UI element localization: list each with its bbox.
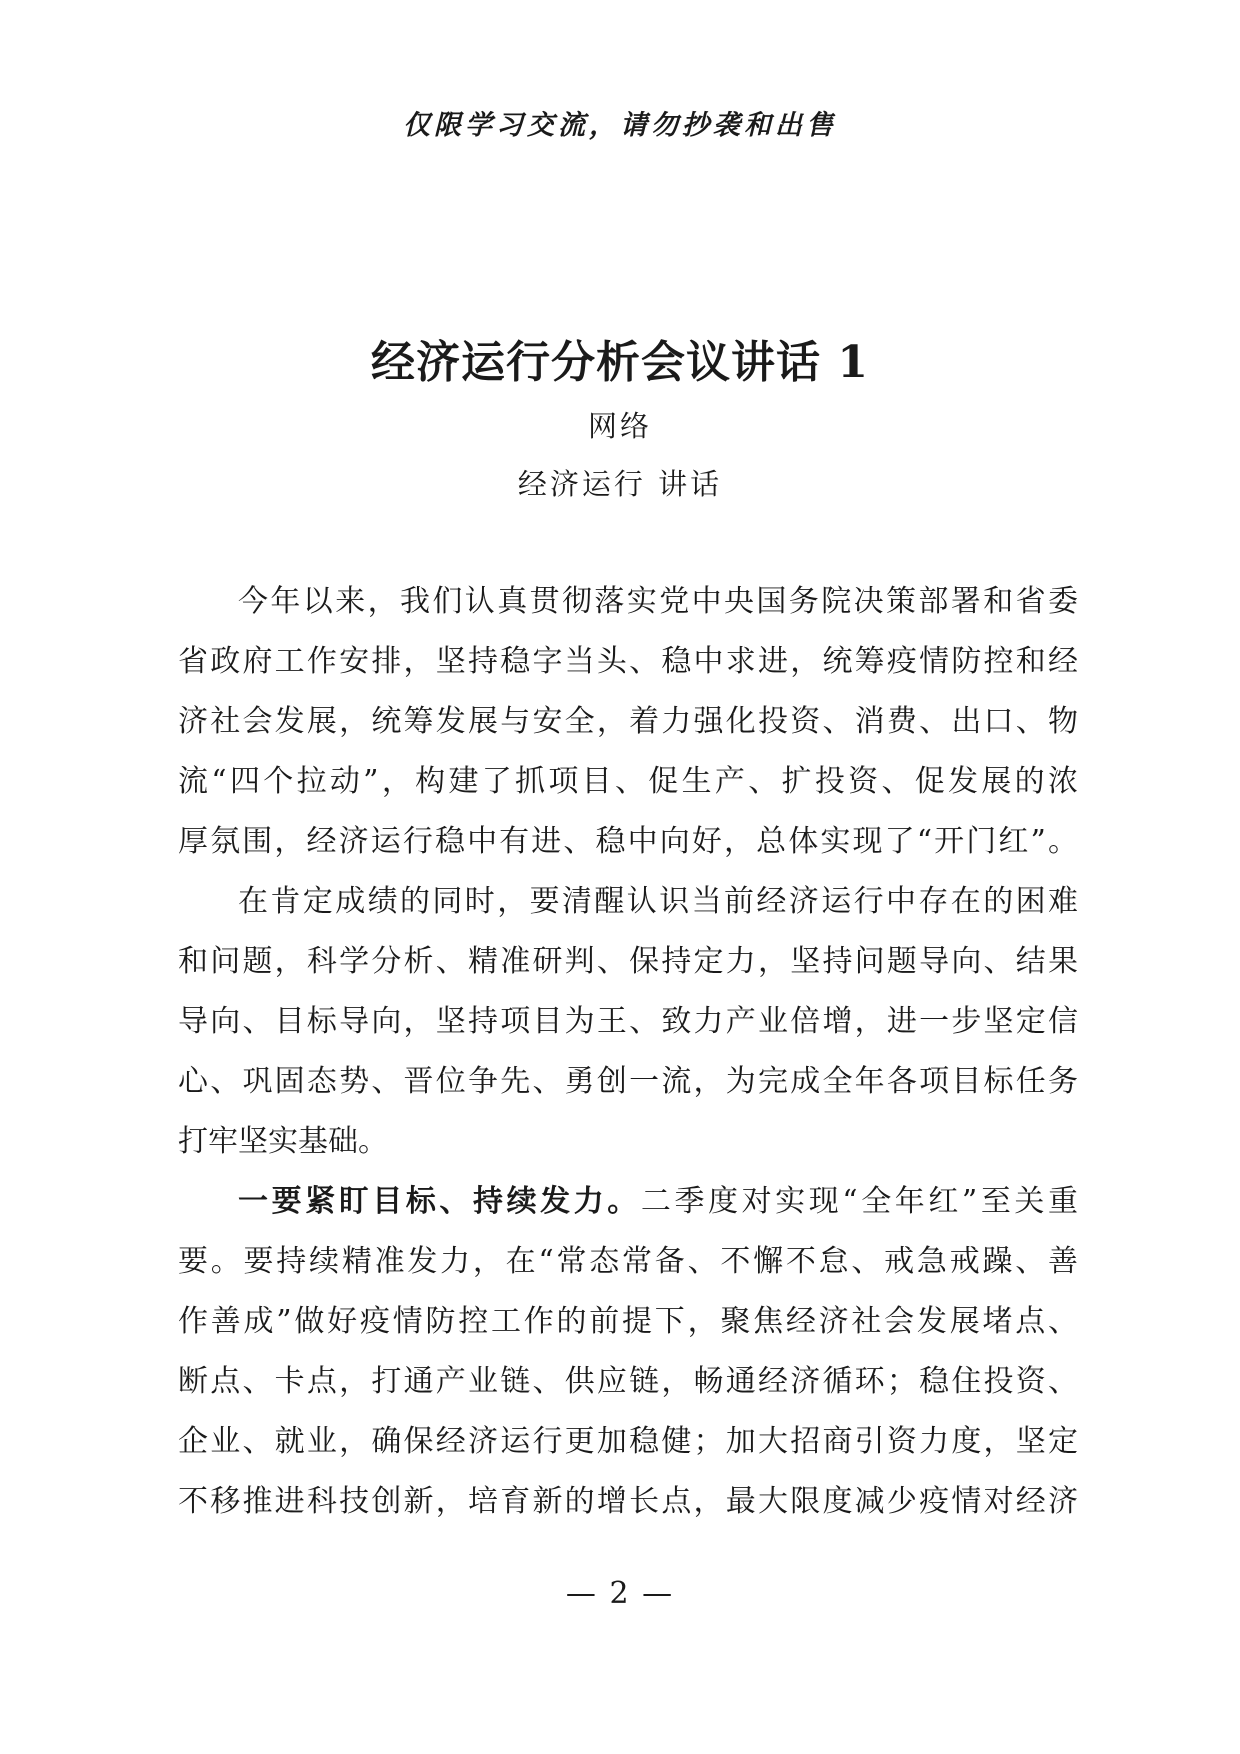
paragraph-line: 断点、卡点，打通产业链、供应链，畅通经济循环；稳住投资、: [178, 1364, 1078, 1399]
paragraph-line: 导向、目标导向，坚持项目为王、致力产业倍增，进一步坚定信: [178, 1004, 1078, 1039]
paragraph-lead: 一要紧盯目标、持续发力。: [238, 1184, 641, 1219]
paragraph-line: 和问题，科学分析、精准研判、保持定力，坚持问题导向、结果: [178, 944, 1078, 979]
paragraph: [178, 872, 1078, 1172]
document-body: [178, 572, 1078, 1532]
document-title: 经济运行分析会议讲话 1: [371, 337, 869, 388]
paragraph-line: 厚氛围，经济运行稳中有进、稳中向好，总体实现了“开门红”。: [178, 824, 1078, 859]
paragraph-line: 打牢坚实基础。: [178, 1124, 388, 1159]
paragraph: [178, 572, 1078, 872]
document-keywords: 经济运行 讲话: [517, 467, 723, 501]
paragraph-line: [178, 1172, 1078, 1232]
paragraph-text: 二季度对实现“全年红”至关重: [640, 1184, 1078, 1219]
paragraph-line: 今年以来，我们认真贯彻落实党中央国务院决策部署和省委: [238, 584, 1078, 619]
paragraph: [178, 1172, 1078, 1532]
paragraph-line: 不移推进科技创新，培育新的增长点，最大限度减少疫情对经济: [178, 1484, 1078, 1519]
paragraph-line: 省政府工作安排，坚持稳字当头、稳中求进，统筹疫情防控和经: [178, 644, 1078, 679]
paragraph-line: 企业、就业，确保经济运行更加稳健；加大招商引资力度，坚定: [178, 1424, 1078, 1459]
paragraph-line: 在肯定成绩的同时，要清醒认识当前经济运行中存在的困难: [238, 884, 1078, 919]
header-notice: 仅限学习交流，请勿抄袭和出售: [403, 110, 837, 141]
paragraph-line: 要。要持续精准发力，在“常态常备、不懈不怠、戒急戒躁、善: [178, 1244, 1078, 1279]
paragraph-line: 心、巩固态势、晋位争先、勇创一流，为完成全年各项目标任务: [178, 1064, 1078, 1099]
paragraph-line: 济社会发展，统筹发展与安全，着力强化投资、消费、出口、物: [178, 704, 1078, 739]
page-number: — 2 —: [565, 1576, 675, 1611]
document-source: 网络: [587, 409, 652, 443]
paragraph-line: 流“四个拉动”，构建了抓项目、促生产、扩投资、促发展的浓: [178, 764, 1078, 799]
paragraph-line: 作善成”做好疫情防控工作的前提下，聚焦经济社会发展堵点、: [178, 1304, 1078, 1339]
